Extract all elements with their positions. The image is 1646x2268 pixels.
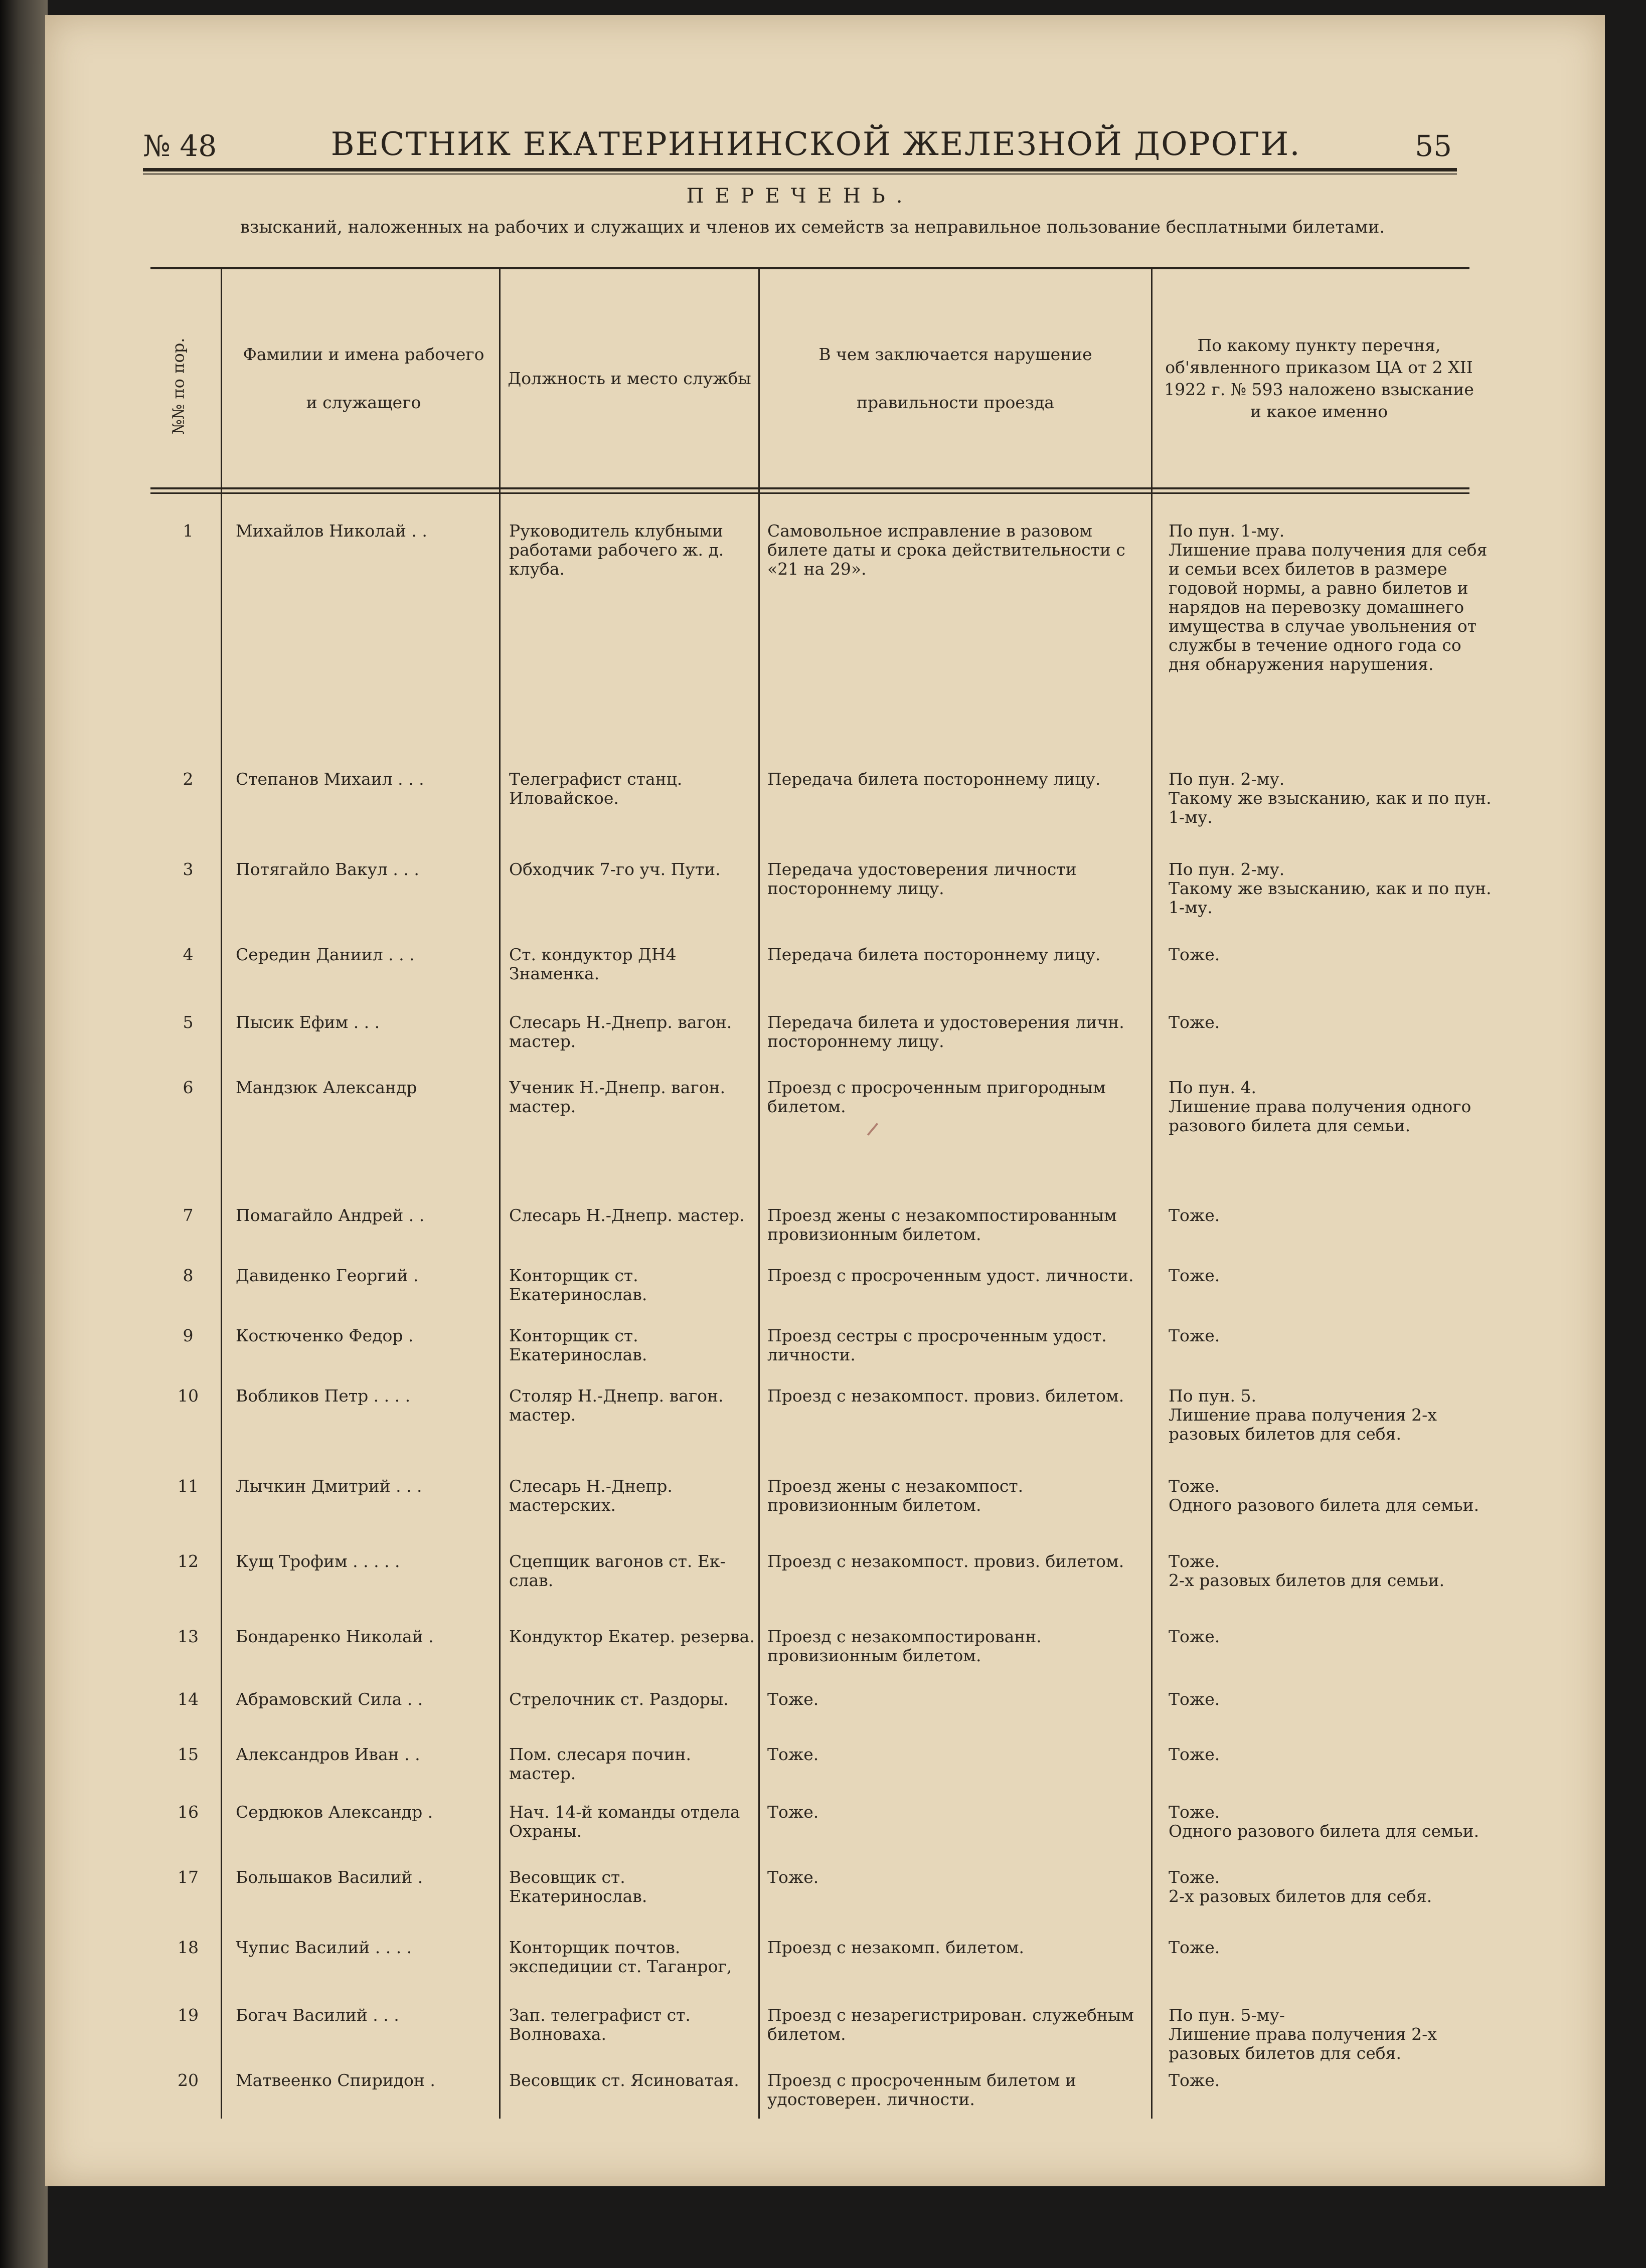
- violation-text: Самовольное исправление в разовом билете даты и срока действительности с «21 на 29».: [767, 521, 1125, 579]
- worker-name: Вобликов Петр . . . .: [236, 1386, 411, 1406]
- violation-text: Проезд с незакомпост. провиз. билетом.: [767, 1386, 1124, 1406]
- row-number: 15: [178, 1744, 199, 1764]
- row-number: 7: [183, 1205, 194, 1225]
- violation-text: Проезд сестры с просроченным удост. личности.: [767, 1326, 1107, 1364]
- violation-text: Передача билета и удостоверения личн. постороннему лицу.: [767, 1012, 1124, 1051]
- worker-name: Лычкин Дмитрий . . .: [236, 1476, 422, 1496]
- worker-name: Михайлов Николай . .: [236, 521, 427, 541]
- penalty-text: Тоже.: [1169, 945, 1220, 964]
- violation-text: Проезд с просроченным удост. личности.: [767, 1266, 1134, 1285]
- penalty-text: Тоже.: [1169, 1627, 1220, 1646]
- penalty-text: Тоже.: [1169, 1689, 1220, 1709]
- worker-name: Пысик Ефим . . .: [236, 1012, 380, 1032]
- violation-text: Тоже.: [767, 1867, 819, 1887]
- row-number: 4: [183, 945, 194, 964]
- worker-position: Весовщик ст. Ясиноватая.: [509, 2070, 739, 2090]
- column-divider: [499, 268, 501, 2119]
- row-number: 3: [183, 859, 194, 879]
- worker-name: Середин Даниил . . .: [236, 945, 415, 964]
- header-rule-thin: [143, 173, 1457, 175]
- worker-position: Ст. кондуктор ДН4 Знаменка.: [509, 945, 677, 983]
- penalty-text: Тоже. Одного разового билета для семьи.: [1169, 1476, 1479, 1515]
- page-header: [143, 113, 1452, 163]
- row-number: 11: [178, 1476, 199, 1496]
- violation-text: Тоже.: [767, 1689, 819, 1709]
- row-number: 6: [183, 1078, 194, 1097]
- column-header-penalty: По какому пункту перечня, об'явленного приказом ЦА от 2 XII 1922 г. № 593 наложено взыскание и какое именно: [1164, 335, 1474, 421]
- worker-name: Степанов Михаил . . .: [236, 769, 424, 789]
- worker-position: Слесарь Н.-Днепр. мастер.: [509, 1205, 745, 1225]
- worker-position: Зап. телеграфист ст. Волноваха.: [509, 2005, 691, 2044]
- worker-position: Слесарь Н.-Днепр. вагон. мастер.: [509, 1012, 732, 1051]
- row-number: 17: [178, 1867, 199, 1887]
- page-number: 55: [1415, 129, 1452, 163]
- worker-position: Нач. 14-й команды отдела Охраны.: [509, 1802, 740, 1841]
- worker-name: Костюченко Федор .: [236, 1326, 414, 1345]
- issue-number: № 48: [143, 129, 217, 163]
- violation-text: Проезд с незакомп. билетом.: [767, 1938, 1025, 1957]
- column-header-position: Должность и место службы: [508, 369, 751, 388]
- penalty-text: Тоже. 2-х разовых билетов для себя.: [1169, 1867, 1432, 1906]
- violation-text: Тоже.: [767, 1802, 819, 1822]
- header-rule-thick: [143, 168, 1457, 171]
- violation-text: Проезд с просроченным билетом и удостоверен. личности.: [767, 2070, 1076, 2109]
- worker-name: Большаков Василий .: [236, 1867, 423, 1887]
- penalty-text: Тоже. 2-х разовых билетов для семьи.: [1169, 1551, 1445, 1590]
- violation-text: Передача билета постороннему лицу.: [767, 945, 1101, 964]
- worker-position: Весовщик ст. Екатеринослав.: [509, 1867, 647, 1906]
- row-number: 8: [183, 1266, 194, 1285]
- row-number: 12: [178, 1551, 199, 1571]
- list-subtitle: взысканий, наложенных на рабочих и служащих и членов их семейств за неправильное пользование бесплатными билетами.: [240, 217, 1385, 237]
- violation-text: Тоже.: [767, 1744, 819, 1764]
- worker-position: Стрелочник ст. Раздоры.: [509, 1689, 729, 1709]
- violation-text: Проезд жены с незакомпостированным провизионным билетом.: [767, 1205, 1117, 1244]
- worker-name: Александров Иван . .: [236, 1744, 420, 1764]
- worker-position: Пом. слесаря почин. мастер.: [509, 1744, 692, 1783]
- worker-position: Сцепщик вагонов ст. Ек-слав.: [509, 1551, 726, 1590]
- penalty-text: Тоже.: [1169, 2070, 1220, 2090]
- worker-name: Бондаренко Николай .: [236, 1627, 434, 1646]
- table-header-rule-1: [150, 487, 1469, 489]
- violation-text: Передача билета постороннему лицу.: [767, 769, 1101, 789]
- worker-position: Обходчик 7-го уч. Пути.: [509, 859, 721, 879]
- worker-name: Помагайло Андрей . .: [236, 1205, 425, 1225]
- row-number: 1: [183, 521, 194, 541]
- violation-text: Передача удостоверения личности постороннему лицу.: [767, 859, 1077, 898]
- adjacent-page-edge: [0, 0, 48, 2268]
- penalty-text: Тоже. Одного разового билета для семьи.: [1169, 1802, 1479, 1841]
- worker-position: Кондуктор Екатер. резерва.: [509, 1627, 755, 1646]
- worker-name: Давиденко Георгий .: [236, 1266, 419, 1285]
- worker-name: Мандзюк Александр: [236, 1078, 417, 1097]
- row-number: 2: [183, 769, 194, 789]
- row-number: 10: [178, 1386, 199, 1406]
- penalty-text: Тоже.: [1169, 1326, 1220, 1345]
- penalty-text: По пун. 1-му. Лишение права получения для себя и семьи всех билетов в размере годовой нормы, а равно билетов и нарядов на перевозку домашнего имущества в случае увольнения от службы в течение одного года со дня обнаружения нарушения.: [1169, 521, 1488, 674]
- table-header-rule-2: [150, 492, 1469, 494]
- violation-text: Проезд с незакомпост. провиз. билетом.: [767, 1551, 1124, 1571]
- row-number: 5: [183, 1012, 194, 1032]
- violation-text: Проезд с просроченным пригородным билетом.: [767, 1078, 1106, 1116]
- violation-text: Проезд с незакомпостированн. провизионным билетом.: [767, 1627, 1042, 1665]
- worker-name: Матвеенко Спиридон .: [236, 2070, 435, 2090]
- row-number: 9: [183, 1326, 194, 1345]
- penalty-text: Тоже.: [1169, 1938, 1220, 1957]
- penalty-text: По пун. 5. Лишение права получения 2-х разовых билетов для себя.: [1169, 1386, 1437, 1444]
- row-number: 16: [178, 1802, 199, 1822]
- penalty-text: Тоже.: [1169, 1266, 1220, 1285]
- worker-position: Конторщик ст. Екатеринослав.: [509, 1266, 647, 1304]
- table-top-rule: [150, 267, 1469, 269]
- row-number: 18: [178, 1938, 199, 1957]
- column-header-number: №№ по пор.: [169, 337, 188, 435]
- worker-position: Телеграфист станц. Иловайское.: [509, 769, 683, 808]
- worker-name: Кущ Трофим . . . . .: [236, 1551, 400, 1571]
- worker-name: Богач Василий . . .: [236, 2005, 399, 2025]
- penalty-text: Тоже.: [1169, 1744, 1220, 1764]
- worker-name: Чупис Василий . . . .: [236, 1938, 412, 1957]
- worker-position: Столяр Н.-Днепр. вагон. мастер.: [509, 1386, 724, 1425]
- penalty-text: По пун. 4. Лишение права получения одного разового билета для семьи.: [1169, 1078, 1471, 1135]
- worker-position: Конторщик почтов. экспедиции ст. Таганрог,: [509, 1938, 732, 1976]
- worker-position: Ученик Н.-Днепр. вагон. мастер.: [509, 1078, 726, 1116]
- row-number: 20: [178, 2070, 199, 2090]
- penalty-text: По пун. 2-му. Такому же взысканию, как и по пун. 1-му.: [1169, 859, 1492, 917]
- penalty-text: Тоже.: [1169, 1012, 1220, 1032]
- worker-name: Абрамовский Сила . .: [236, 1689, 423, 1709]
- penalty-text: По пун. 2-му. Такому же взысканию, как и по пун. 1-му.: [1169, 769, 1492, 827]
- worker-position: Конторщик ст. Екатеринослав.: [509, 1326, 647, 1364]
- penalty-text: По пун. 5-му- Лишение права получения 2-х разовых билетов для себя.: [1169, 2005, 1437, 2063]
- worker-position: Слесарь Н.-Днепр. мастерских.: [509, 1476, 673, 1515]
- worker-name: Сердюков Александр .: [236, 1802, 433, 1822]
- journal-title: ВЕСТНИК ЕКАТЕРИНИНСКОЙ ЖЕЛЕЗНОЙ ДОРОГИ.: [331, 126, 1301, 163]
- violation-text: Проезд жены с незакомпост. провизионным билетом.: [767, 1476, 1024, 1515]
- worker-name: Потягайло Вакул . . .: [236, 859, 419, 879]
- penalty-text: Тоже.: [1169, 1205, 1220, 1225]
- violation-text: Проезд с незарегистрирован. служебным билетом.: [767, 2005, 1134, 2044]
- column-header-violation: В чем заключается нарушение правильности проезда: [818, 344, 1092, 412]
- row-number: 14: [178, 1689, 199, 1709]
- row-number: 19: [178, 2005, 199, 2025]
- worker-position: Руководитель клубными работами рабочего ж. д. клуба.: [509, 521, 724, 579]
- list-title: ПЕРЕЧЕНЬ.: [686, 185, 914, 208]
- column-header-name: Фамилии и имена рабочего и служащего: [243, 344, 484, 412]
- column-divider: [221, 268, 222, 2119]
- row-number: 13: [178, 1627, 199, 1646]
